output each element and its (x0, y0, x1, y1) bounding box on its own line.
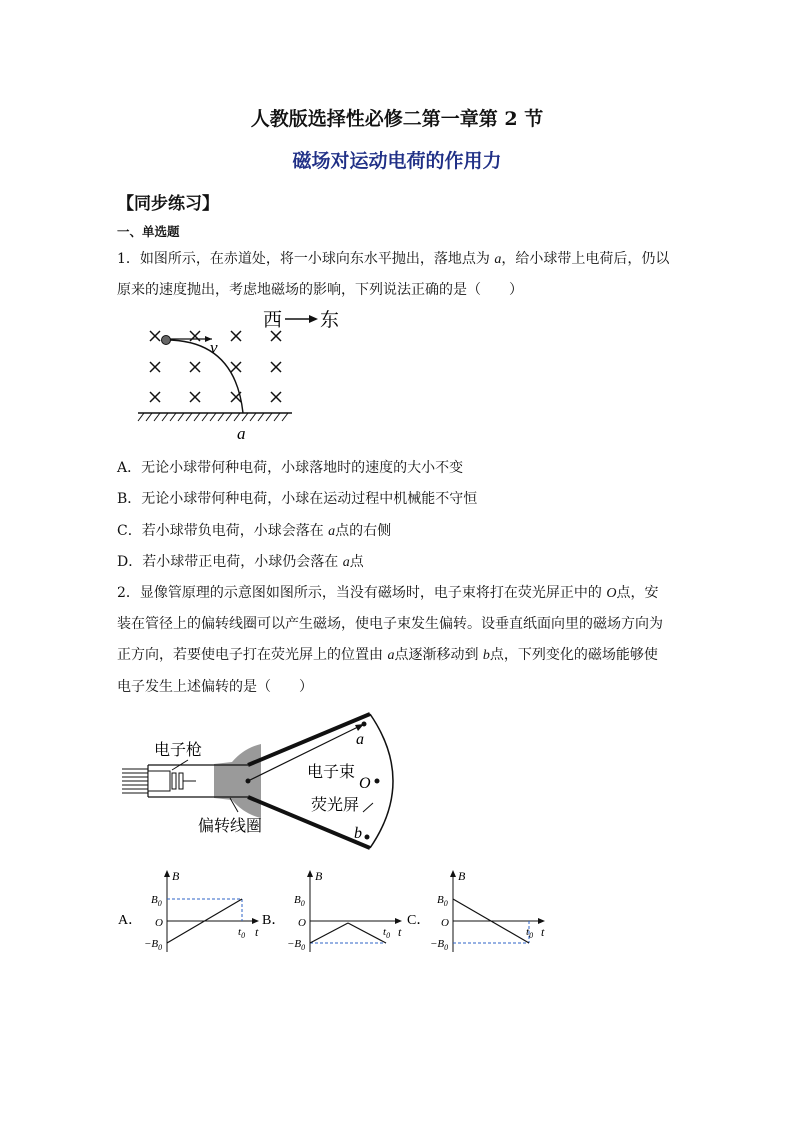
q1-option-d: D．若小球带正电荷，小球仍会落在 a点 (117, 554, 364, 570)
east-label: 东 (320, 310, 340, 331)
svg-text:t0: $t_0$ (238, 926, 246, 940)
svg-text:B0: $B_0$ (294, 894, 305, 908)
landing-point-label: a (237, 424, 246, 443)
point-o-label: O (359, 775, 371, 792)
q2-stem-line4: 电子发生上述偏转的是（ ） (117, 679, 313, 695)
q2-stem-line2: 装在管径上的偏转线圈可以产生磁场，使电子束发生偏转。设垂直纸面向里的磁场方向为 (117, 616, 663, 632)
q2-stem-line3: 正方向，若要使电子打在荧光屏上的位置由 a点逐渐移动到 b点，下列变化的磁场能够使 (117, 647, 658, 663)
option-a-label: A． (118, 913, 143, 928)
svg-text:O: O (298, 917, 306, 929)
q1-option-a: A．无论小球带何种电荷，小球落地时的速度的大小不变 (117, 460, 464, 476)
coil-label: 偏转线圈 (198, 818, 263, 835)
svg-text:B0: $B_0$ (151, 894, 162, 908)
svg-text:t: t (255, 925, 259, 939)
q1-stem-line1: 1．如图所示，在赤道处，将一小球向东水平抛出，落地点为 a，给小球带上电荷后，仍以 (117, 251, 670, 267)
screen-label: 荧光屏 (311, 797, 360, 814)
ball (162, 336, 171, 345)
page-title: 人教版选择性必修二第一章第 2 节 (250, 108, 544, 130)
question-type-label: 一、单选题 (117, 224, 180, 239)
q2-option-graphs (110, 868, 560, 963)
option-b-label: B． (262, 913, 286, 928)
q2-stem-line1: 2．显像管原理的示意图如图所示，当没有磁场时，电子束将打在荧光屏正中的 O点，安 (117, 585, 659, 601)
electron-gun (122, 769, 196, 793)
svg-text:B: B (172, 869, 180, 883)
point-b-label: b (354, 825, 362, 842)
svg-text:−B0: $-B_0$ (144, 938, 163, 952)
phosphor-screen (370, 714, 393, 848)
svg-text:B0: $B_0$ (437, 894, 448, 908)
svg-text:t0: $t_0$ (526, 926, 534, 940)
svg-text:−B0: $-B_0$ (430, 938, 449, 952)
page-subtitle: 磁场对运动电荷的作用力 (292, 150, 502, 172)
q2-crt-figure (118, 702, 408, 862)
beam-label: 电子束 (307, 764, 356, 781)
svg-text:B: B (458, 869, 466, 883)
velocity-label: v (210, 338, 218, 357)
point-a-label: a (356, 731, 364, 748)
graph-option-a (118, 869, 259, 952)
svg-text:O: O (155, 917, 163, 929)
svg-text:t: t (398, 925, 402, 939)
graph-option-c (407, 869, 545, 952)
svg-text:B: B (315, 869, 323, 883)
ground-hatching (138, 413, 288, 421)
graph-option-b (262, 869, 402, 952)
option-c-label: C． (407, 913, 431, 928)
q1-figure (130, 305, 400, 445)
svg-text:t0: $t_0$ (383, 926, 391, 940)
section-label: 【同步练习】 (117, 194, 219, 214)
svg-text:t: t (541, 925, 545, 939)
q1-option-c: C．若小球带负电荷，小球会落在 a点的右侧 (117, 523, 392, 539)
svg-text:O: O (441, 917, 449, 929)
q1-option-b: B．无论小球带何种电荷，小球在运动过程中机械能不守恒 (117, 491, 478, 507)
q1-stem-line2: 原来的速度抛出，考虑地磁场的影响，下列说法正确的是（ ） (117, 282, 523, 298)
gun-label: 电子枪 (154, 742, 203, 759)
west-label: 西 (263, 310, 283, 331)
svg-text:−B0: $-B_0$ (287, 938, 306, 952)
deflection-coil (214, 744, 261, 818)
